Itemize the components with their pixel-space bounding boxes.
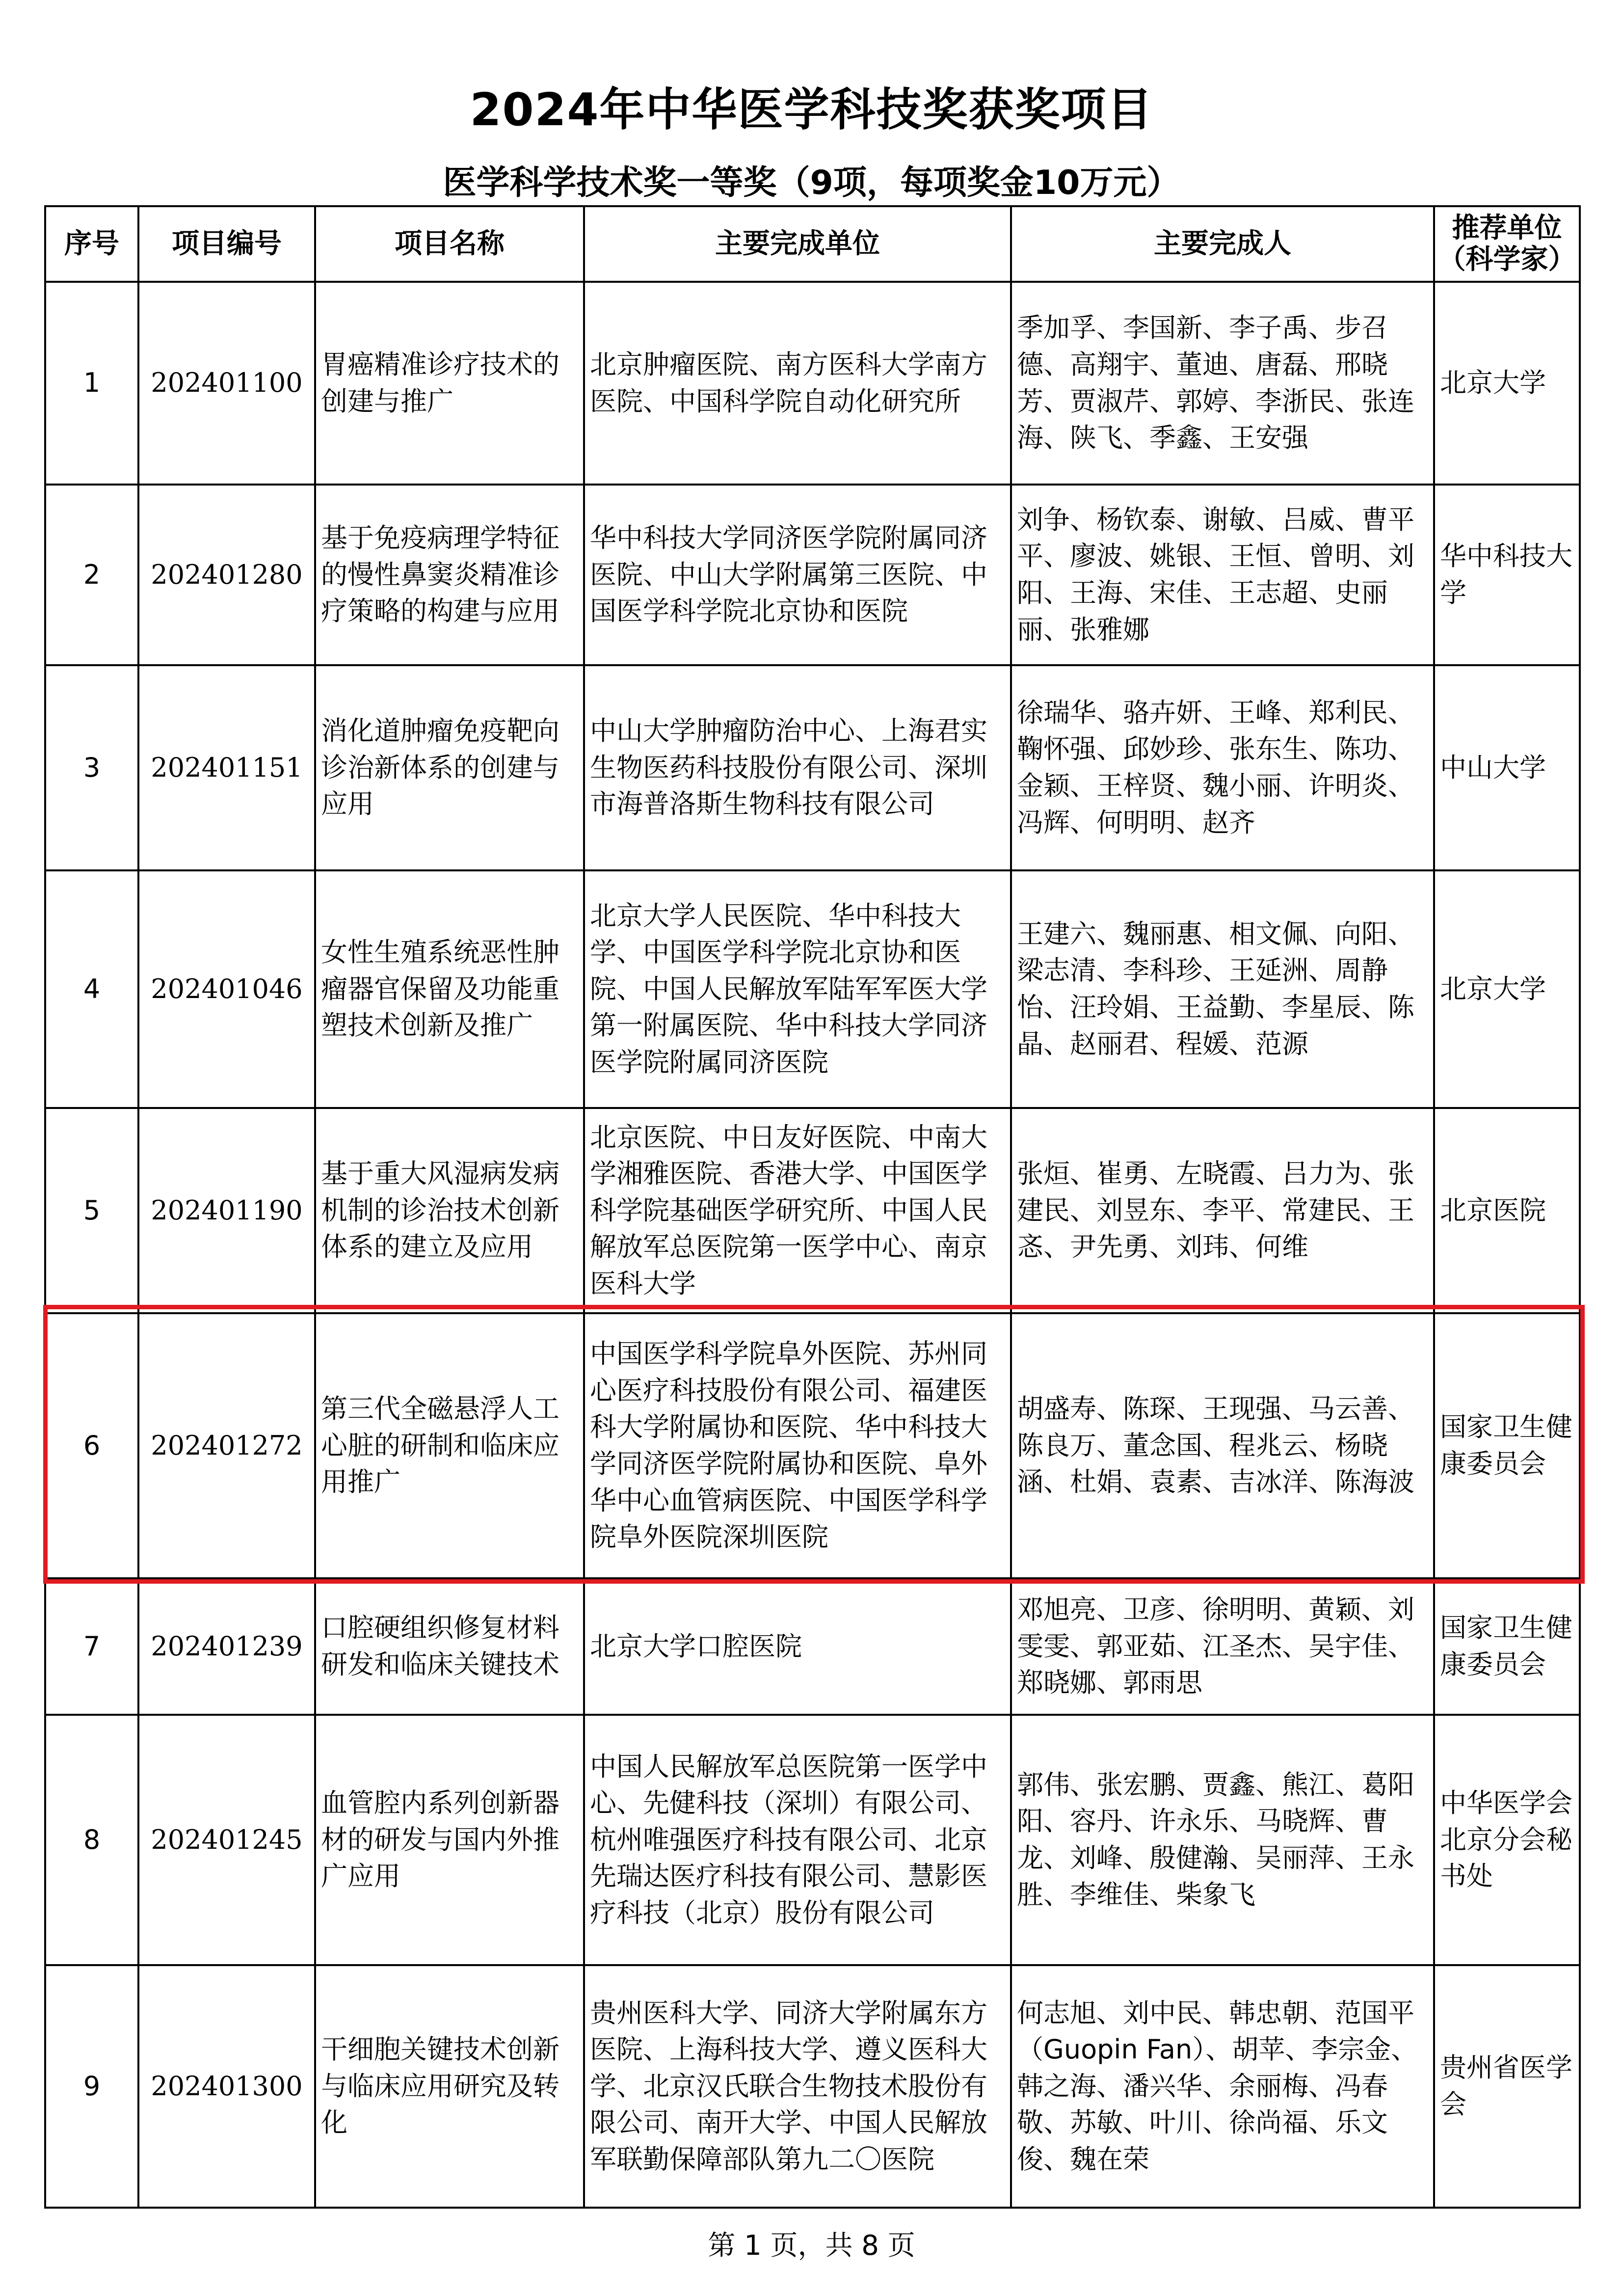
cell-people: 郭伟、张宏鹏、贾鑫、熊江、葛阳阳、容丹、许永乐、马晓辉、曹龙、刘峰、殷健瀚、吴丽萍、王永胜、李维佳、柴象飞 <box>1011 1715 1434 1965</box>
cell-no: 7 <box>45 1578 138 1715</box>
cell-name: 血管腔内系列创新器材的研发与国内外推广应用 <box>315 1715 584 1965</box>
header-code: 项目编号 <box>138 206 315 282</box>
header-name: 项目名称 <box>315 206 584 282</box>
cell-units: 中国人民解放军总医院第一医学中心、先健科技（深圳）有限公司、杭州唯强医疗科技有限公司、北京先瑞达医疗科技有限公司、慧影医疗科技（北京）股份有限公司 <box>584 1715 1011 1965</box>
cell-people: 刘争、杨钦泰、谢敏、吕威、曹平平、廖波、姚银、王恒、曾明、刘阳、王海、宋佳、王志超、史丽丽、张雅娜 <box>1011 485 1434 665</box>
table-row <box>45 870 1580 1108</box>
page-title: 2024年中华医学科技奖获奖项目 <box>470 83 1153 136</box>
cell-people: 何志旭、刘中民、韩忠朝、范国平（Guopin Fan）、胡苹、李宗金、韩之海、潘兴华、余丽梅、冯春敬、苏敏、叶川、徐尚福、乐文俊、魏在荣 <box>1011 1965 1434 2208</box>
cell-no: 5 <box>45 1108 138 1313</box>
header-units: 主要完成单位 <box>584 206 1011 282</box>
table-row <box>45 1965 1580 2208</box>
table-row <box>45 485 1580 665</box>
cell-code: 202401300 <box>138 1965 315 2208</box>
page-footer: 第 1 页，共 8 页 <box>708 2230 915 2262</box>
cell-recommender: 北京大学 <box>1434 870 1580 1108</box>
cell-name: 口腔硬组织修复材料研发和临床关键技术 <box>315 1578 584 1715</box>
cell-recommender: 北京医院 <box>1434 1108 1580 1313</box>
table-row <box>45 1108 1580 1313</box>
cell-no: 9 <box>45 1965 138 2208</box>
cell-recommender: 华中科技大学 <box>1434 485 1580 665</box>
cell-name: 胃癌精准诊疗技术的创建与推广 <box>315 282 584 485</box>
cell-people: 胡盛寿、陈琛、王现强、马云善、陈良万、董念国、程兆云、杨晓涵、杜娟、袁素、吉冰洋、陈海波 <box>1011 1313 1434 1578</box>
cell-people: 邓旭亮、卫彦、徐明明、黄颖、刘雯雯、郭亚茹、江圣杰、吴宇佳、郑晓娜、郭雨思 <box>1011 1578 1434 1715</box>
cell-people: 徐瑞华、骆卉妍、王峰、郑利民、鞠怀强、邱妙珍、张东生、陈功、金颖、王梓贤、魏小丽、许明炎、冯辉、何明明、赵齐 <box>1011 665 1434 870</box>
awards-table <box>44 205 1581 2209</box>
cell-no: 6 <box>45 1313 138 1578</box>
cell-name: 基于重大风湿病发病机制的诊治技术创新体系的建立及应用 <box>315 1108 584 1313</box>
cell-units: 华中科技大学同济医学院附属同济医院、中山大学附属第三医院、中国医学科学院北京协和医院 <box>584 485 1011 665</box>
cell-no: 8 <box>45 1715 138 1965</box>
table-row <box>45 1578 1580 1715</box>
cell-units: 北京医院、中日友好医院、中南大学湘雅医院、香港大学、中国医学科学院基础医学研究所、中国人民解放军总医院第一医学中心、南京医科大学 <box>584 1108 1011 1313</box>
cell-code: 202401151 <box>138 665 315 870</box>
cell-people: 张烜、崔勇、左晓霞、吕力为、张建民、刘昱东、李平、常建民、王忞、尹先勇、刘玮、何维 <box>1011 1108 1434 1313</box>
cell-recommender: 中山大学 <box>1434 665 1580 870</box>
header-no: 序号 <box>45 206 138 282</box>
cell-recommender: 中华医学会北京分会秘书处 <box>1434 1715 1580 1965</box>
cell-name: 消化道肿瘤免疫靶向诊治新体系的创建与应用 <box>315 665 584 870</box>
cell-recommender: 北京大学 <box>1434 282 1580 485</box>
cell-units: 贵州医科大学、同济大学附属东方医院、上海科技大学、遵义医科大学、北京汉氏联合生物技术股份有限公司、南开大学、中国人民解放军联勤保障部队第九二〇医院 <box>584 1965 1011 2208</box>
cell-name: 第三代全磁悬浮人工心脏的研制和临床应用推广 <box>315 1313 584 1578</box>
cell-code: 202401239 <box>138 1578 315 1715</box>
cell-units: 北京肿瘤医院、南方医科大学南方医院、中国科学院自动化研究所 <box>584 282 1011 485</box>
cell-code: 202401280 <box>138 485 315 665</box>
cell-people: 王建六、魏丽惠、相文佩、向阳、梁志清、李科珍、王延洲、周静怡、汪玲娟、王益勤、李星辰、陈晶、赵丽君、程媛、范源 <box>1011 870 1434 1108</box>
cell-units: 北京大学人民医院、华中科技大学、中国医学科学院北京协和医院、中国人民解放军陆军军医大学第一附属医院、华中科技大学同济医学院附属同济医院 <box>584 870 1011 1108</box>
table-row <box>45 1313 1580 1578</box>
cell-units: 北京大学口腔医院 <box>584 1578 1011 1715</box>
cell-name: 女性生殖系统恶性肿瘤器官保留及功能重塑技术创新及推广 <box>315 870 584 1108</box>
header-people: 主要完成人 <box>1011 206 1434 282</box>
table-header-row <box>45 206 1580 282</box>
table-row <box>45 282 1580 485</box>
cell-no: 2 <box>45 485 138 665</box>
cell-recommender: 国家卫生健康委员会 <box>1434 1313 1580 1578</box>
page-subtitle: 医学科学技术奖一等奖（9项，每项奖金10万元） <box>443 163 1180 202</box>
cell-people: 季加孚、李国新、李子禹、步召德、高翔宇、董迪、唐磊、邢晓芳、贾淑芹、郭婷、李浙民、张连海、陕飞、季鑫、王安强 <box>1011 282 1434 485</box>
cell-no: 4 <box>45 870 138 1108</box>
cell-name: 基于免疫病理学特征的慢性鼻窦炎精准诊疗策略的构建与应用 <box>315 485 584 665</box>
cell-code: 202401100 <box>138 282 315 485</box>
cell-recommender: 国家卫生健康委员会 <box>1434 1578 1580 1715</box>
cell-code: 202401046 <box>138 870 315 1108</box>
header-recommender: 推荐单位（科学家） <box>1434 206 1580 282</box>
cell-no: 1 <box>45 282 138 485</box>
cell-no: 3 <box>45 665 138 870</box>
cell-units: 中国医学科学院阜外医院、苏州同心医疗科技股份有限公司、福建医科大学附属协和医院、华中科技大学同济医学院附属协和医院、阜外华中心血管病医院、中国医学科学院阜外医院深圳医院 <box>584 1313 1011 1578</box>
cell-units: 中山大学肿瘤防治中心、上海君实生物医药科技股份有限公司、深圳市海普洛斯生物科技有限公司 <box>584 665 1011 870</box>
table-row <box>45 665 1580 870</box>
cell-recommender: 贵州省医学会 <box>1434 1965 1580 2208</box>
cell-code: 202401272 <box>138 1313 315 1578</box>
table-row <box>45 1715 1580 1965</box>
cell-code: 202401245 <box>138 1715 315 1965</box>
cell-code: 202401190 <box>138 1108 315 1313</box>
cell-name: 干细胞关键技术创新与临床应用研究及转化 <box>315 1965 584 2208</box>
